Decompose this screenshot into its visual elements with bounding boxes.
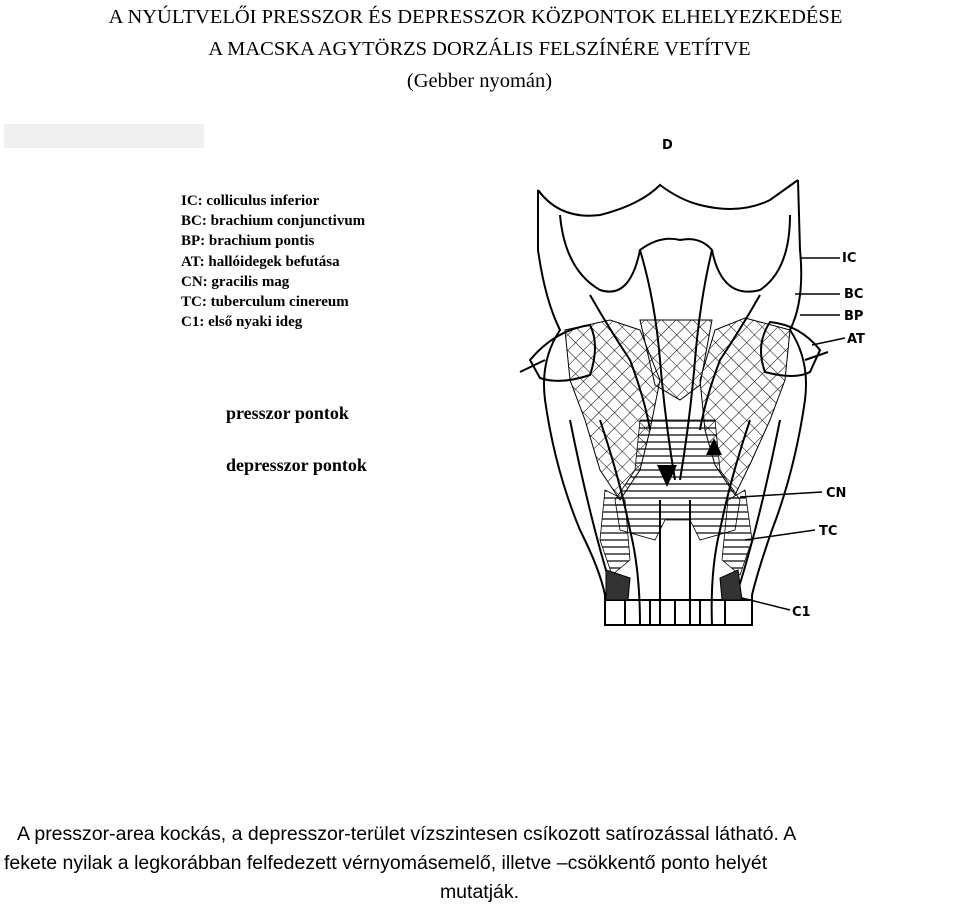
c1-shading-right — [720, 570, 742, 600]
caption-line-1: A presszor-area kockás, a depresszor-terület vízszintesen csíkozott satírozással látható. A — [17, 823, 797, 845]
legend-item-c1: C1: első nyaki ideg — [181, 314, 303, 331]
legend-item-bc: BC: brachium conjunctivum — [181, 213, 366, 230]
brainstem-outline — [520, 180, 828, 625]
title-line-2: A MACSKA AGYTÖRZS DORZÁLIS FELSZÍNÉRE VETÍTVE — [208, 38, 751, 60]
caption-line-3: mutatják. — [439, 881, 520, 903]
label-at: AT — [847, 332, 865, 347]
c1-shading-left — [606, 570, 630, 600]
caption-line-2: fekete nyilak a legkorábban felfedezett vérnyomásemelő, illetve –csökkentő ponto helyét — [4, 852, 768, 874]
legend-item-tc: TC: tuberculum cinereum — [181, 293, 349, 310]
legend-item-at: AT: hallóidegek befutása — [181, 253, 340, 270]
label-cn: CN — [826, 486, 847, 501]
legend-item-bp: BP: brachium pontis — [181, 233, 315, 250]
legend-item-ic: IC: colliculus inferior — [181, 193, 320, 209]
scan-smudge — [4, 124, 204, 148]
depressor-key-label: depresszor pontok — [226, 455, 367, 475]
title-line-1: A NYÚLTVELŐI PRESSZOR ÉS DEPRESSZOR KÖZPONTOK ELHELYEZKEDÉSE — [108, 6, 843, 28]
title-line-3: (Gebber nyomán) — [406, 70, 553, 92]
figure-caption — [0, 820, 959, 907]
label-bc: BC — [844, 287, 864, 302]
label-ic: IC — [842, 251, 857, 266]
label-c1: C1 — [792, 605, 811, 620]
pressor-key-label: presszor pontok — [226, 403, 349, 423]
label-tc: TC — [819, 524, 838, 539]
label-bp: BP — [844, 309, 864, 324]
label-dorsal: D — [662, 138, 673, 153]
legend-item-cn: CN: gracilis mag — [181, 273, 290, 290]
